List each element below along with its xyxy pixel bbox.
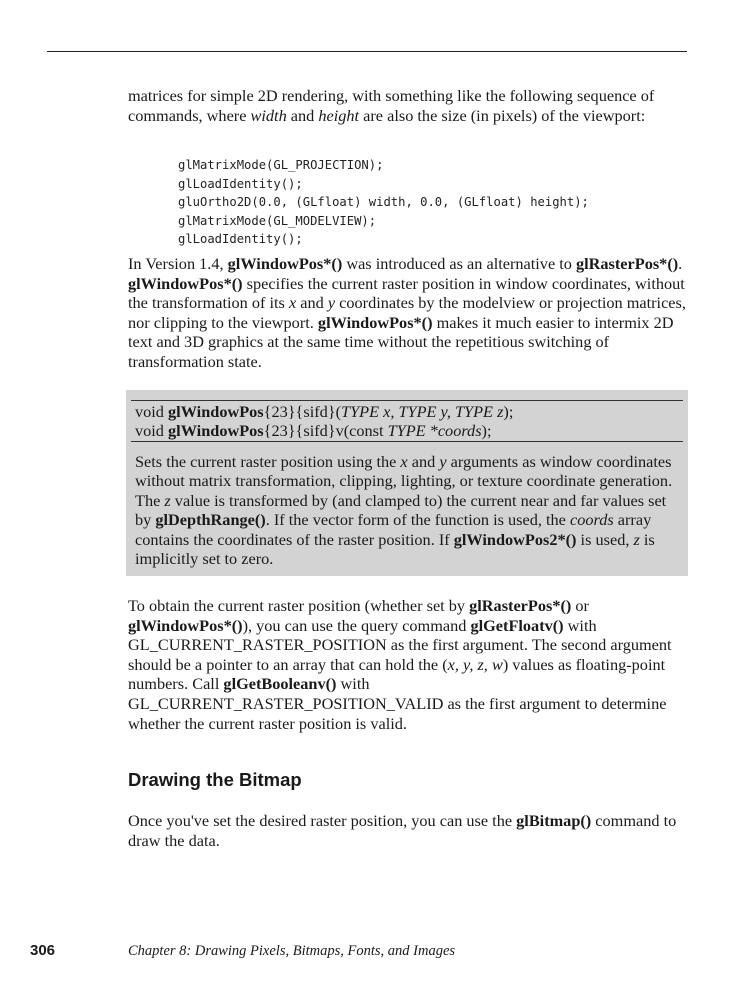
function-prototypes	[135, 402, 683, 440]
box-top-rule	[131, 400, 683, 401]
prototype-line: void glWindowPos{23}{sifd}(TYPE x, TYPE y, TYPE z);	[135, 402, 514, 421]
code-line: glMatrixMode(GL_PROJECTION);	[178, 158, 384, 172]
top-rule	[47, 51, 687, 52]
prototype-line: void glWindowPos{23}{sifd}v(const TYPE *coords);	[135, 421, 492, 440]
code-line: gluOrtho2D(0.0, (GLfloat) width, 0.0, (GLfloat) height);	[178, 195, 589, 210]
code-listing	[178, 156, 589, 249]
intro-paragraph: matrices for simple 2D rendering, with something like the following sequence of commands, where width and height are also the size (in pixels) of the viewport:	[128, 86, 655, 125]
bitmap-paragraph: Once you've set the desired raster position, you can use the glBitmap() command to draw the data.	[128, 811, 677, 850]
box-divider-rule	[131, 441, 683, 442]
page-number: 306	[30, 942, 56, 959]
code-line: glMatrixMode(GL_MODELVIEW);	[178, 213, 377, 228]
code-line: glLoadIdentity();	[178, 176, 303, 191]
running-footer: Chapter 8: Drawing Pixels, Bitmaps, Fonts, and Images	[128, 943, 456, 959]
query-paragraph: To obtain the current raster position (whether set by glRasterPos*() or glWindowPos*()), you can use the query command glGetFloatv() with GL_CURRENT_RASTER_POSITION as the first argument. The second argument should be a pointer to an array that can hold the (x, y, z, w) values as floating-point numbers. Call glGetBooleanv() with GL_CURRENT_RASTER_POSITION_VALID as the first argument to determine whether the current raster position is valid.	[128, 596, 672, 733]
function-description: Sets the current raster position using the x and y arguments as window coordinates without matrix transformation, clipping, lighting, or texture coordinate generation. The z value is transformed by (and clamped to) the current near and far values set by glDepthRange(). If the vector form of the function is used, the coords array contains the coordinates of the raster position. If glWindowPos2*() is used, z is implicitly set to zero.	[135, 452, 673, 569]
section-heading: Drawing the Bitmap	[128, 769, 302, 790]
code-line: glLoadIdentity();	[178, 232, 303, 247]
windowpos-paragraph: In Version 1.4, glWindowPos*() was introduced as an alternative to glRasterPos*(). glWindowPos*() specifies the current raster position in window coordinates, without the transformation of its x and y coordinates by the modelview or projection matrices, nor clipping to the viewport. glWindowPos*() makes it much easier to intermix 2D text and 3D graphics at the same time without the repetitious switching of transformation state.	[128, 254, 686, 371]
